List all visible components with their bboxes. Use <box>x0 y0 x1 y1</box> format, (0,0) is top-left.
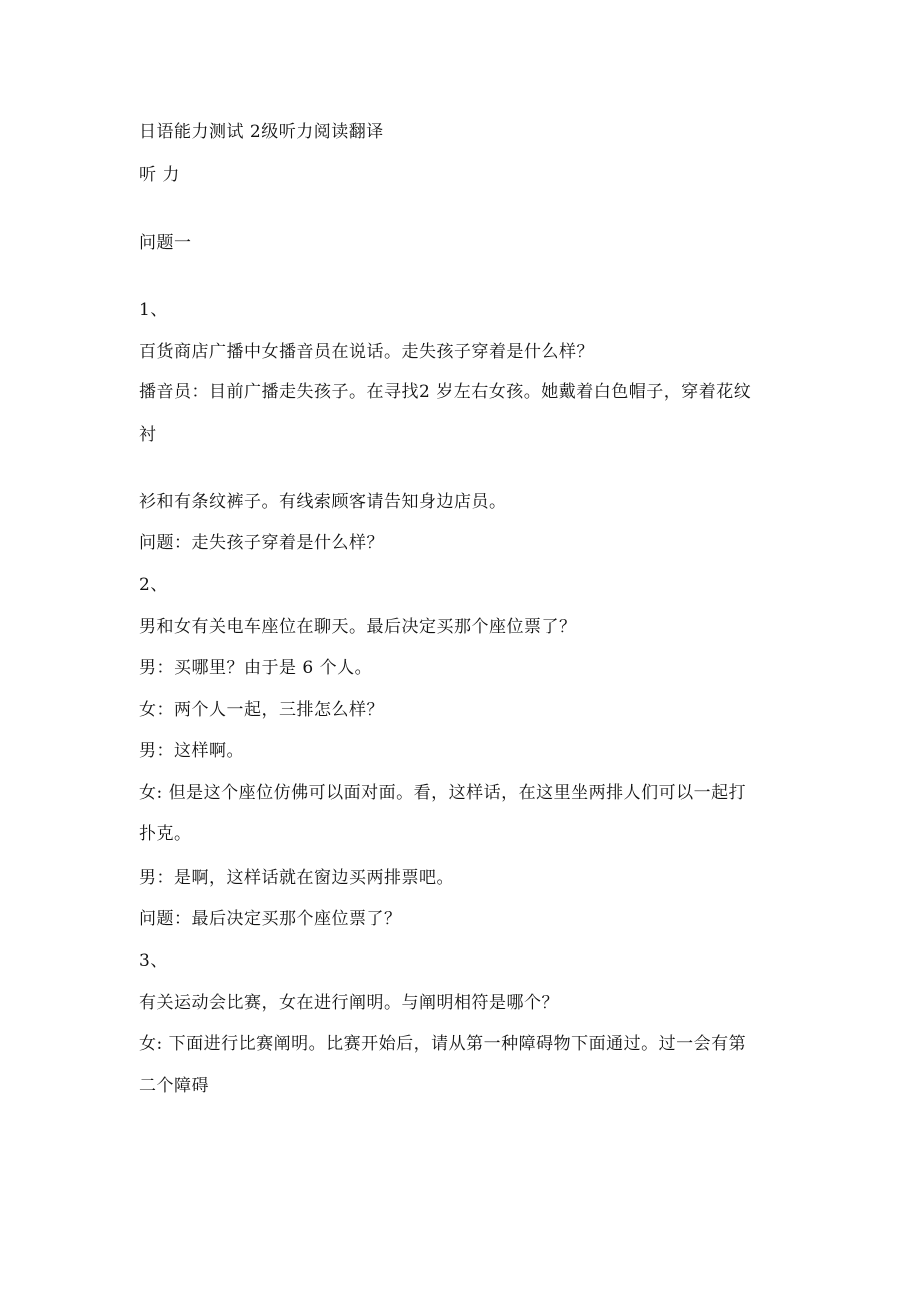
question-3-dialogue-1-wrap: 二个障碍 <box>139 1076 209 1096</box>
question-2-dialogue-4-wrap: 扑克。 <box>139 824 192 844</box>
question-2-dialogue-4: 女: 但是这个座位仿佛可以面对面。看，这样话，在这里坐两排人们可以一起打 <box>139 783 747 803</box>
question-3-number: 3、 <box>139 951 168 971</box>
question-2-dialogue-3: 男：这样啊。 <box>139 741 244 761</box>
question-1-number: 1、 <box>139 300 168 320</box>
question-2-question: 问题：最后决定买那个座位票了？ <box>139 909 402 929</box>
document-title: 日语能力测试 2级听力阅读翻译 <box>139 122 384 142</box>
question-2-number: 2、 <box>139 575 168 595</box>
question-2-dialogue-1: 男：买哪里？由于是 6 个人。 <box>139 658 373 678</box>
question-1-question: 问题：走失孩子穿着是什么样？ <box>139 533 384 553</box>
question-1-dialogue-line: 播音员：目前广播走失孩子。在寻找2 岁左右女孩。她戴着白色帽子，穿着花纹 <box>139 382 752 402</box>
question-1-intro: 百货商店广播中女播音员在说话。走失孩子穿着是什么样？ <box>139 342 594 362</box>
question-1-dialogue-wrap: 衬 <box>139 425 157 445</box>
question-3-dialogue-1: 女: 下面进行比赛阐明。比赛开始后，请从第一种障碍物下面通过。过一会有第 <box>139 1034 747 1054</box>
question-1-dialogue-line-2: 衫和有条纹裤子。有线索顾客请告知身边店员。 <box>139 492 507 512</box>
question-3-intro: 有关运动会比赛，女在进行阐明。与阐明相符是哪个？ <box>139 993 559 1013</box>
question-2-intro: 男和女有关电车座位在聊天。最后决定买那个座位票了？ <box>139 617 577 637</box>
section-heading: 听 力 <box>139 165 180 185</box>
part-heading: 问题一 <box>139 233 192 253</box>
question-2-dialogue-5: 男：是啊，这样话就在窗边买两排票吧。 <box>139 868 454 888</box>
question-2-dialogue-2: 女：两个人一起，三排怎么样？ <box>139 700 384 720</box>
